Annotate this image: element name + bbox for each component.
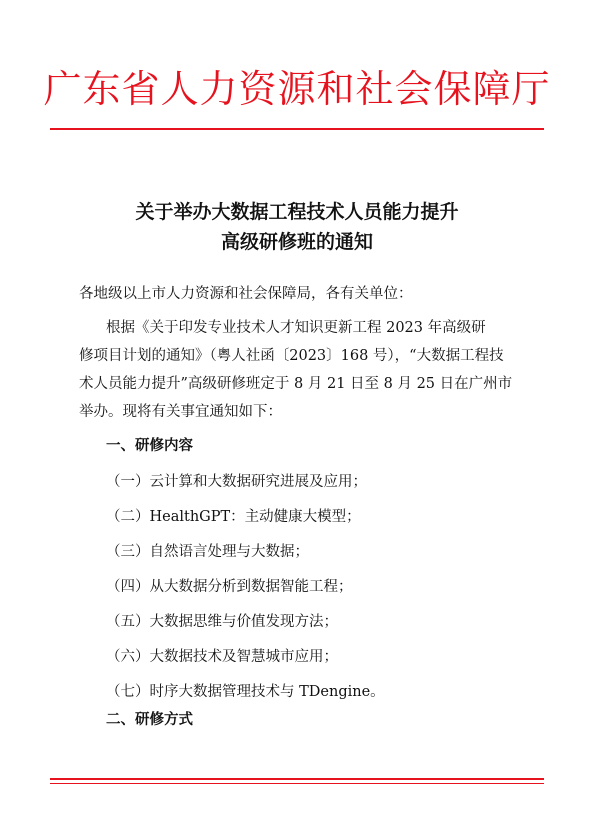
document-title-line-1: 关于举办大数据工程技术人员能力提升 — [135, 201, 459, 223]
list-item: （二）HealthGPT：主动健康大模型； — [106, 509, 361, 525]
section-heading-content: 一、研修内容 — [106, 437, 193, 454]
footer-divider-thin — [50, 783, 544, 784]
list-item: （四）从大数据分析到数据智能工程； — [106, 579, 353, 595]
agency-name: 广东省人力资源和社会保障厅 — [43, 67, 551, 111]
paragraph-line: 术人员能力提升”高级研修班定于 8 月 21 日至 8 月 25 日在广州市 — [79, 376, 513, 392]
footer-divider — [50, 778, 544, 780]
document-title-line-2: 高级研修班的通知 — [220, 231, 373, 253]
paragraph-line: 根据《关于印发专业技术人才知识更新工程 2023 年高级研 — [106, 320, 486, 336]
header-divider — [50, 128, 544, 130]
list-item: （一）云计算和大数据研究进展及应用； — [106, 474, 367, 490]
list-item: （七）时序大数据管理技术与 TDengine。 — [106, 684, 385, 700]
section-heading-method: 二、研修方式 — [106, 711, 193, 728]
paragraph-line: 举办。现将有关事宜通知如下： — [79, 404, 282, 420]
list-item: （三）自然语言处理与大数据； — [106, 544, 309, 560]
list-item: （六）大数据技术及智慧城市应用； — [106, 649, 338, 665]
paragraph-line: 修项目计划的通知》（粤人社函〔2023〕168 号），“大数据工程技 — [79, 348, 504, 364]
salutation: 各地级以上市人力资源和社会保障局，各有关单位： — [79, 286, 413, 302]
list-item: （五）大数据思维与价值发现方法； — [106, 614, 338, 630]
